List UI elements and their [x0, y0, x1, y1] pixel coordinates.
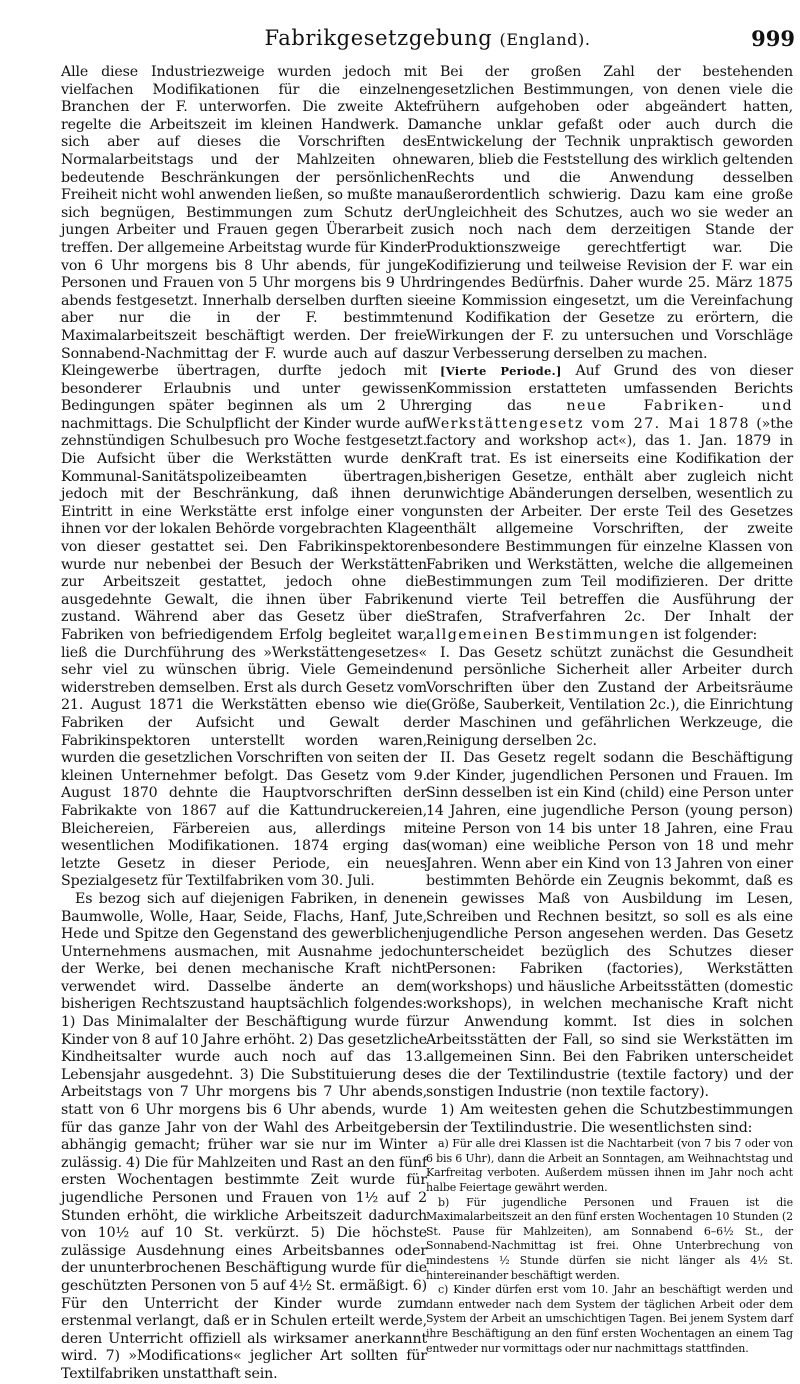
spaced-text: neue Fabriken- und Werkstättengesetz vom 27. Mai 1878 [426, 398, 793, 432]
text-run: (»the factory and workshop act«), das 1. Jan. 1879 in Kraft trat. Es ist einerseits eine Kodifikation der bisherigen Gesetze, enthält aber zugleich nicht unwichtige Abänderungen derselben, wesentlich zu gunsten der Arbeiter. Der erste Teil des Gesetzes enthält allgemeine Vorschriften, der zweite besondere Bestimmungen für einzelne Klassen von Fabriken und Werkstätten, welche die allgemeinen Bestimmungen zum Teil modifizieren. Der dritte und vierte Teil betreffen die Ausführung der Strafen, Strafverfahren 2c. Der Inhalt der [426, 415, 793, 626]
sub-item: c) Kinder dürfen erst vom 10. Jahr an beschäftigt werden und dann entweder nach dem System der täglichen Arbeit oder dem System der Arbeit an umschichtigen Tagen. Bei jenem System darf ihre Beschäftigung an den fünf ersten Wochentagen an einem Tag entweder nur vormittags oder nur nachmittags stattfinden. [426, 1283, 793, 1355]
list-item: II. Das Gesetz regelt sodann die Beschäftigung der Kinder, jugendlichen Personen und Frauen. Im Sinn desselben ist ein Kind (child) eine Person unter 14 Jahren, eine jugendliche Person (young person) eine Person von 14 bis unter 18 Jahren, eine Frau (woman) eine weibliche Person von 18 und mehr Jahren. Wenn aber ein Kind von 13 Jahren von einer bestimmten Behörde ein Zeugnis bekommt, daß es ein gewisses Maß von Ausbildung im Lesen, Schreiben und Rechnen besitzt, so soll es als eine jugendliche Person angesehen werden. Das Gesetz unterscheidet bezüglich des Schutzes dieser Personen: Fabriken (factories), Werkstätten (workshops) und häusliche Arbeitsstätten (domestic workshops), in welchen mechanische Kraft nicht zur Anwendung kommt. Ist dies in solchen Arbeitsstätten der Fall, so sind sie Werkstätten im allgemeinen Sinn. Bei den Fabriken unterscheidet es die der Textilindustrie (textile factory) und der sonstigen Industrie (non textile factory). [426, 750, 793, 1101]
sub-item: a) Für alle drei Klassen ist die Nachtarbeit (von 7 bis 7 oder von 6 bis 6 Uhr), dann die Arbeit an Sonntagen, am Weihnachtstag und Karfreitag verboten. Außerdem müssen ihnen im Jahr noch acht halbe Feiertage gewährt werden. [426, 1137, 793, 1194]
left-column [61, 64, 427, 1384]
paragraph [426, 363, 793, 645]
title-suffix: (England). [499, 30, 591, 49]
page-header [60, 22, 795, 56]
running-title [60, 26, 795, 50]
title-text: Fabrikgesetzgebung [264, 26, 493, 50]
list-item: 1) Am weitesten gehen die Schutzbestimmungen in der Textilindustrie. Die wesentlichsten sind: [426, 1102, 793, 1136]
text-run: Auf Grund des von dieser Kommission erstatteten umfassenden Berichts erging das [426, 363, 793, 415]
spaced-text: allgemeinen Bestimmungen [426, 627, 660, 643]
period-label: [Vierte Periode.] [440, 364, 562, 379]
list-item: I. Das Gesetz schützt zunächst die Gesundheit und persönliche Sicherheit aller Arbeiter durch Vorschriften über den Zustand der Arbeitsräume (Größe, Sauberkeit, Ventilation 2c.), die Einrichtung der Maschinen und gefährlichen Werkzeuge, die Reinigung derselben 2c. [426, 644, 793, 749]
paragraph: Bei der großen Zahl der bestehenden gesetzlichen Bestimmungen, von denen viele die frühern aufgehoben oder abgeändert hatten, manche unklar gefaßt oder auch durch die Entwickelung der Technik unpraktisch geworden waren, blieb die Feststellung des wirklich geltenden Rechts und die Anwendung desselben außerordentlich schwierig. Dazu kam eine große Ungleichheit des Schutzes, auch wo sie weder an sich noch nach dem derzeitigen Stande der Produktionszweige gerechtfertigt war. Die Kodifizierung und teilweise Revision der F. war ein dringendes Bedürfnis. Daher wurde 25. März 1875 eine Kommission eingesetzt, um die Vereinfachung und Kodifikation der Gesetze zu erörtern, die Wirkungen der F. zu untersuchen und Vorschläge zur Verbesserung derselben zu machen. [426, 64, 793, 362]
right-column [426, 64, 793, 1356]
page-number: 999 [751, 26, 795, 51]
paragraph: Alle diese Industriezweige wurden jedoch mit vielfachen Modifikationen für die einzelnen Branchen der F. unterworfen. Die zweite Akte regelte die Arbeitszeit im kleinen Handwerk. Da sich aber auf dieses die Vorschriften des Normalarbeitstags und der Mahlzeiten ohne bedeutende Beschränkungen der persönlichen Freiheit nicht wohl anwenden ließen, so mußte man sich begnügen, Bestimmungen zum Schutz der jungen Arbeiter und Frauen gegen Überarbeit zu treffen. Der allgemeine Arbeitstag wurde für Kinder von 6 Uhr morgens bis 8 Uhr abends, für junge Personen und Frauen von 5 Uhr morgens bis 9 Uhr abends festgesetzt. Innerhalb derselben durften sie aber nur die in der F. bestimmten Maximalarbeitszeit beschäftigt werden. Der freie Sonnabend-Nachmittag der F. wurde auch auf das Kleingewerbe übertragen, durfte jedoch mit besonderer Erlaubnis und unter gewissen Bedingungen später beginnen als um 2 Uhr nachmittags. Die Schulpflicht der Kinder wurde auf zehnstündigen Schulbesuch pro Woche festgesetzt. Die Aufsicht über die Werkstätten wurde den Kommunal-Sanitätspolizeibeamten übertragen, jedoch mit der Beschränkung, daß ihnen der Eintritt in eine Werkstätte erst infolge einer von ihnen vor der lokalen Behörde vorgebrachten Klage von dieser gestattet sei. Den Fabrikinspektoren wurde nur nebenbei der Besuch der Werkstätten zur Arbeitszeit gestattet, jedoch ohne die ausgedehnte Gewalt, die ihnen über Fabriken zustand. Während aber das Gesetz über die Fabriken von befriedigendem Erfolg begleitet war, ließ die Durchführung des »Werkstättengesetzes« sehr viel zu wünschen übrig. Viele Gemeinden widerstreben demselben. Erst als durch Gesetz vom 21. August 1871 die Werkstätten ebenso wie die Fabriken der Aufsicht und Gewalt der Fabrikinspektoren unterstellt worden waren, wurden die gesetzlichen Vorschriften von seiten der kleinen Unternehmer befolgt. Das Gesetz vom 9. August 1870 dehnte die Hauptvorschriften der Fabrikakte von 1867 auf die Kattundruckereien, Bleichereien, Färbereien aus, allerdings mit wesentlichen Modifikationen. 1874 erging das letzte Gesetz in dieser Periode, ein neues Spezialgesetz für Textilfabriken vom 30. Juli. [61, 64, 427, 890]
text-run: ist folgender: [663, 627, 758, 643]
paragraph: Es bezog sich auf diejenigen Fabriken, in denen Baumwolle, Wolle, Haar, Seide, Flachs, Hanf, Jute, Hede und Spitze den Gegenstand des gewerblichen Unternehmens ausmachen, mit Ausnahme jedoch der Werke, bei denen mechanische Kraft nicht verwendet wird. Dasselbe änderte an dem bisherigen Rechtszustand hauptsächlich folgendes: 1) Das Minimalalter der Beschäftigung wurde für Kinder von 8 auf 10 Jahre erhöht. 2) Das gesetzliche Kindheitsalter wurde auch noch auf das 13. Lebensjahr ausgedehnt. 3) Die Substituierung des Arbeitstags von 7 Uhr morgens bis 7 Uhr abends, statt von 6 Uhr morgens bis 6 Uhr abends, wurde für das ganze Jahr von der Wahl des Arbeitgebers abhängig gemacht; früher war sie nur im Winter zulässig. 4) Die für Mahlzeiten und Rast an den fünf ersten Wochentagen bestimmte Zeit wurde für jugendliche Personen und Frauen von 1½ auf 2 Stunden erhöht, die wirkliche Arbeitszeit dadurch von 10½ auf 10 St. verkürzt. 5) Die höchste zulässige Ausdehnung eines Arbeitsbannes oder der ununterbrochenen Beschäftigung wurde für die geschützten Personen von 5 auf 4½ St. ermäßigt. 6) Für den Unterricht der Kinder wurde zum erstenmal verlangt, daß er in Schulen erteilt werde, deren Unterricht offiziell als wirksamer anerkannt wird. 7) »Modifications« jeglicher Art sollten für Textilfabriken unstatthaft sein. [61, 890, 427, 1382]
sub-item: b) Für jugendliche Personen und Frauen ist die Maximalarbeitszeit an den fünf ersten Wochentagen 10 Stunden (2 St. Pause für Mahlzeiten), am Sonnabend 6–6½ St., der Sonnabend-Nachmittag ist frei. Ohne Unterbrechung von mindestens ½ Stunde dürfen sie nicht länger als 4½ St. hintereinander beschäftigt werden. [426, 1195, 793, 1282]
